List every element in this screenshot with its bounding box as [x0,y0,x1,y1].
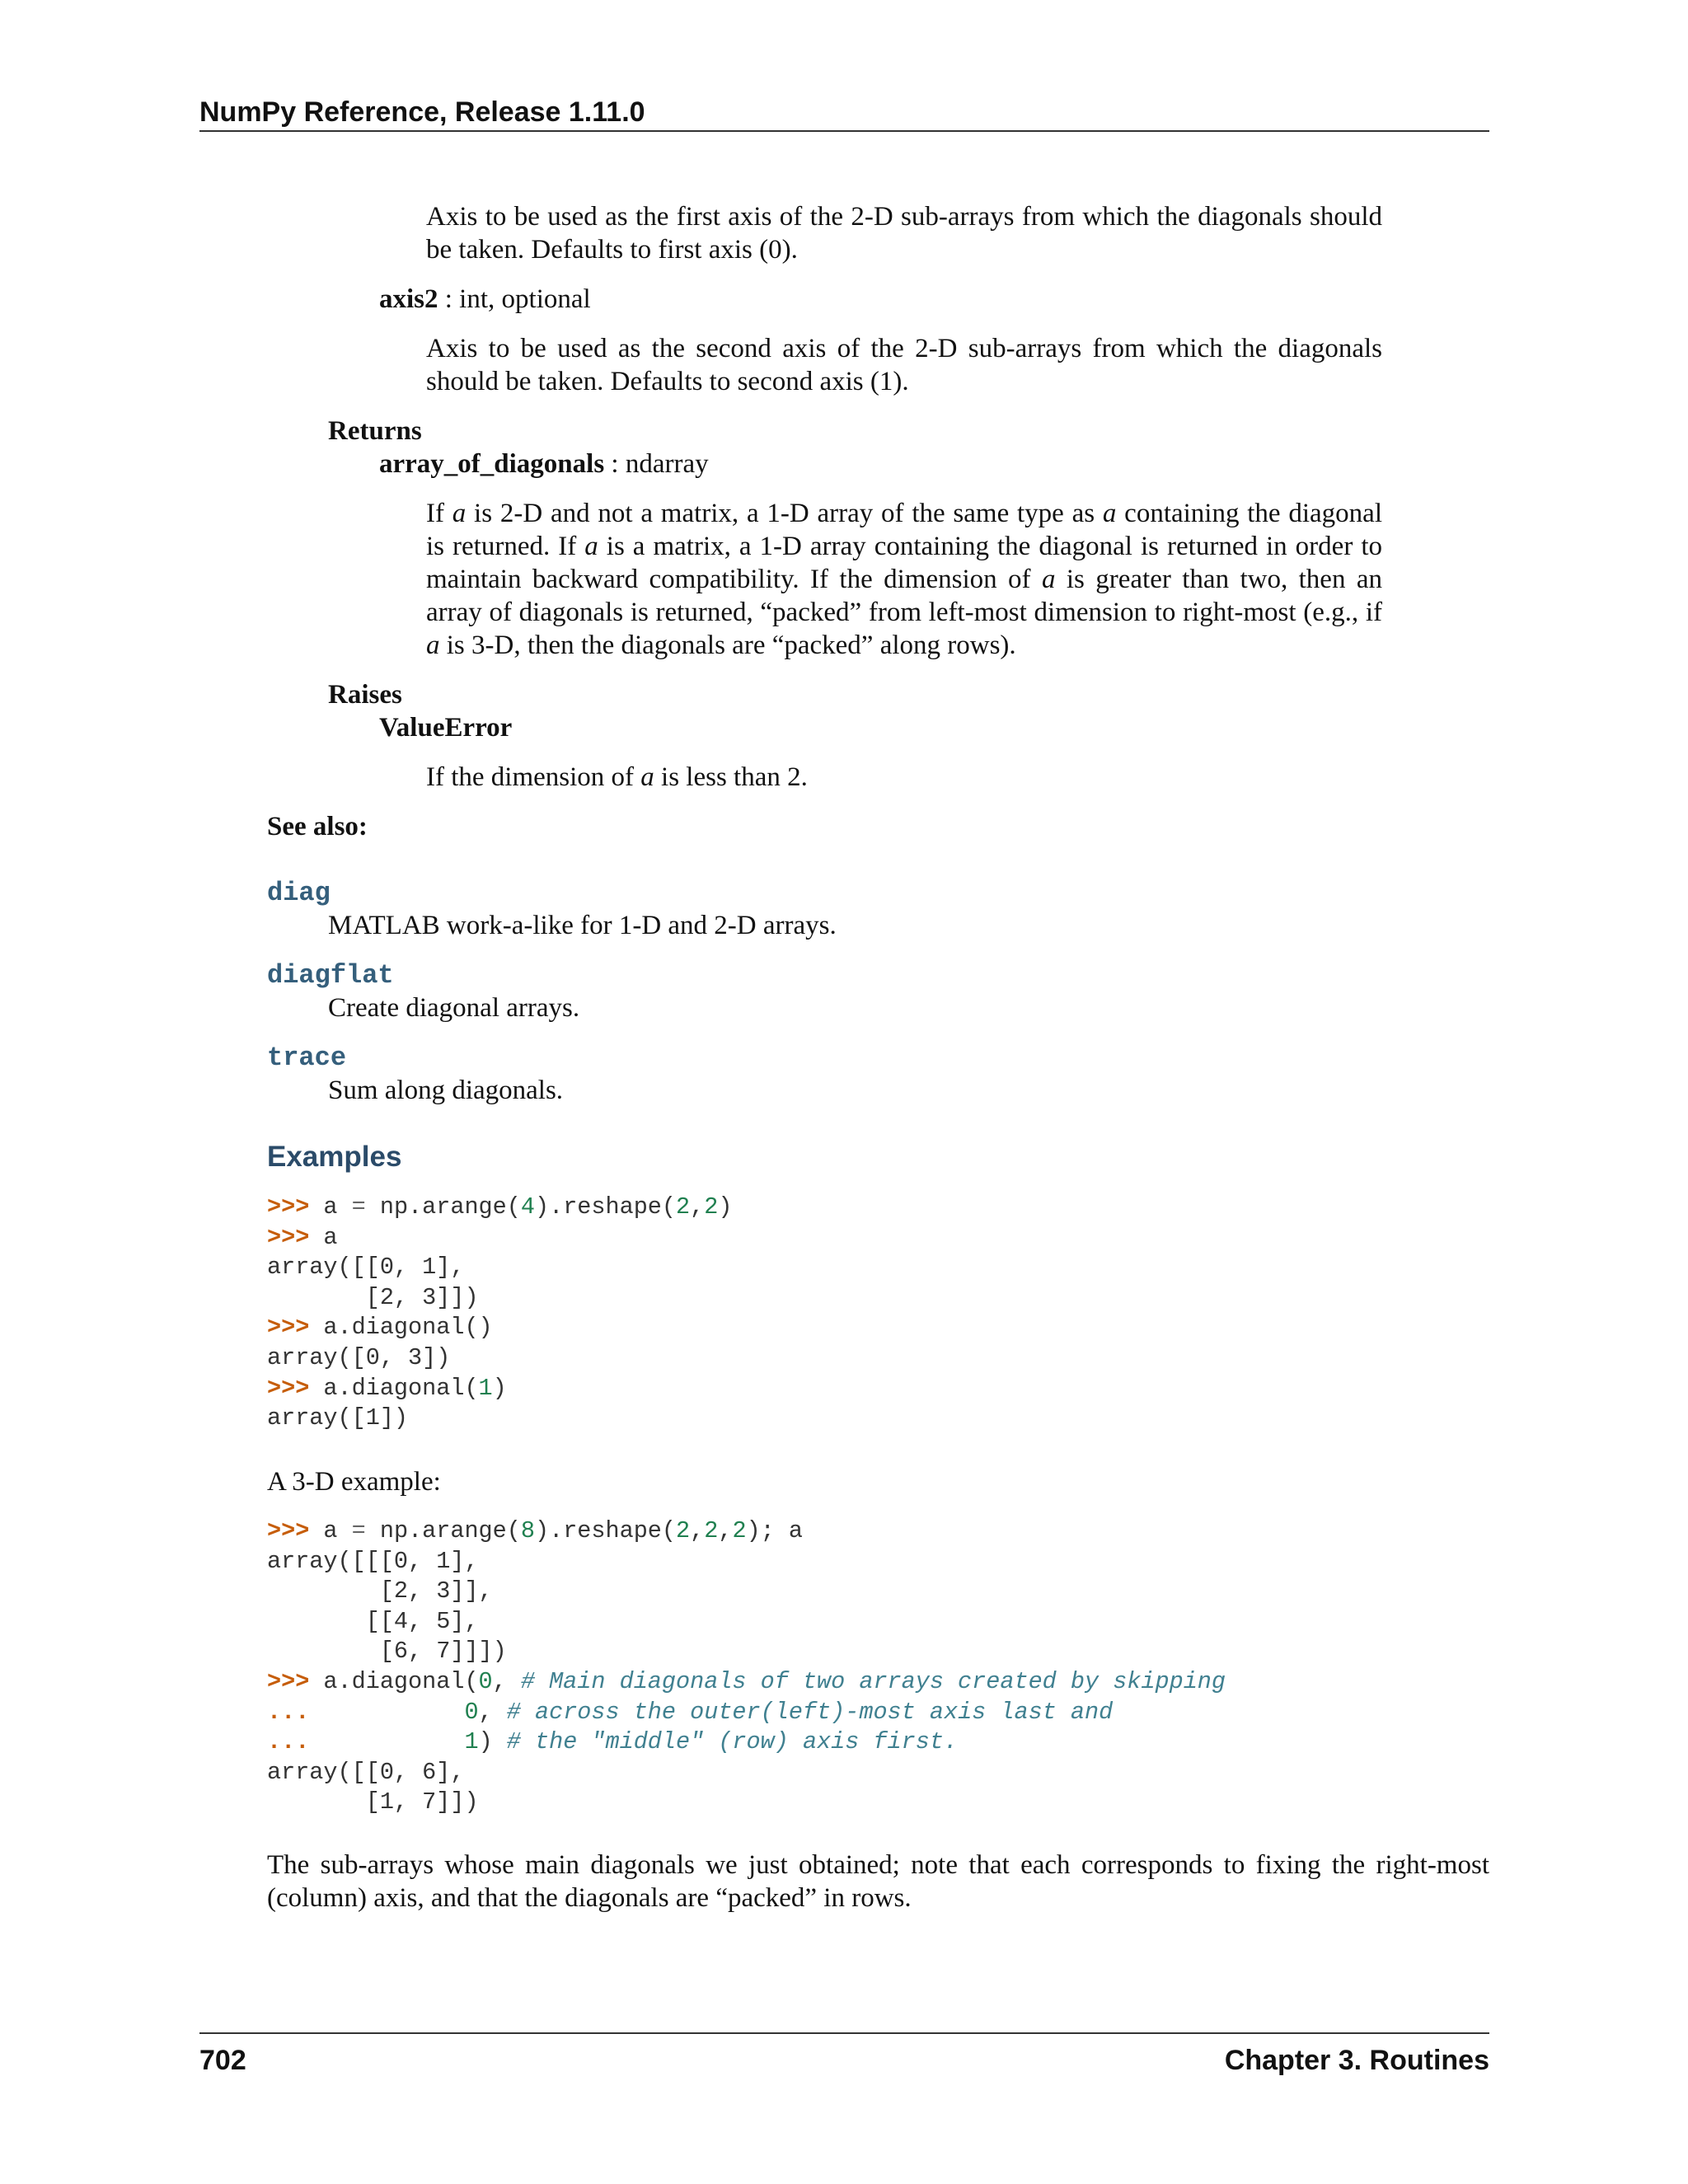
code1-line: array([0, 3]) [267,1343,451,1371]
axis1-description: Axis to be used as the first axis of the 2-D sub-arrays from which the diagonals should be taken. Defaults to first axis (0). [426,202,1382,265]
footer-rule [199,2032,1489,2034]
returns-name: array_of_diagonals [379,449,605,479]
returns-label: Returns [328,416,422,446]
running-header: NumPy Reference, Release 1.11.0 [199,96,645,128]
returns-description: If a is 2-D and not a matrix, a 1-D array of the same type as a containing the diagonal is returned. If a is a matrix, a 1-D array containing the diagonal is returned in order to maintain backward compatibility. If the dimension of a is greater than two, then an array of diagonals is returned, “packed” from left-most dimension to right-most (e.g., if a is 3-D, then the diagonals are “packed” along rows). [426,499,1382,660]
code2-line: array([[0, 6], [267,1758,465,1786]
raises-label: Raises [328,680,402,710]
code2-line: [6, 7]]]) [267,1638,507,1666]
closing-paragraph: The sub-arrays whose main diagonals we just obtained; note that each corresponds to fixing the right-most (column) axis, and that the diagonals are “packed” in rows. [267,1850,1489,1913]
raises-name: ValueError [379,713,513,743]
code1-line: array([[0, 1], [267,1254,465,1282]
header-rule [199,130,1489,132]
see-also-label: See also: [267,812,368,841]
code2-line: [[4, 5], [267,1607,479,1635]
code2-line: ... 1) # the "middle" (row) axis first. [267,1728,959,1756]
code1-line: >>> a.diagonal() [267,1314,493,1342]
code-example-2 [267,1516,1226,1818]
code1-line: >>> a = np.arange(4).reshape(2,2) [267,1193,733,1221]
code2-line: >>> a = np.arange(8).reshape(2,2,2); a [267,1517,803,1544]
param-axis2 [379,283,591,316]
param-type: : int, optional [438,284,591,314]
examples-heading: Examples [267,1141,402,1173]
code1-line: array([1]) [267,1404,409,1432]
code2-line: [1, 7]]) [267,1788,479,1816]
code1-line: >>> a [267,1223,338,1251]
code2-line: array([[[0, 1], [267,1547,479,1575]
param-name: axis2 [379,284,438,314]
code2-line: [2, 3]], [267,1577,493,1605]
chapter-label: Chapter 3. Routines [1224,2045,1489,2076]
returns-type: : ndarray [604,449,709,479]
raises-description: If the dimension of a is less than 2. [426,762,808,792]
see-also-desc: MATLAB work-a-like for 1-D and 2-D arrays. [328,911,837,940]
code1-line: [2, 3]]) [267,1283,479,1311]
axis2-description: Axis to be used as the second axis of the 2-D sub-arrays from which the diagonals should be taken. Defaults to second axis (1). [426,334,1382,396]
see-also-link-diagflat[interactable]: diagflat [267,960,394,991]
see-also-link-trace[interactable]: trace [267,1043,347,1073]
code2-line: ... 0, # across the outer(left)-most axis last and [267,1698,1114,1726]
see-also-desc: Sum along diagonals. [328,1076,564,1105]
code1-line: >>> a.diagonal(1) [267,1374,507,1402]
code2-line: >>> a.diagonal(0, # Main diagonals of two arrays created by skipping [267,1667,1226,1695]
page-number: 702 [199,2045,246,2076]
see-also-desc: Create diagonal arrays. [328,993,580,1023]
text-3d-example: A 3-D example: [267,1467,441,1497]
code-example-1 [267,1193,732,1434]
see-also-link-diag[interactable]: diag [267,878,331,908]
returns-param [379,448,709,480]
